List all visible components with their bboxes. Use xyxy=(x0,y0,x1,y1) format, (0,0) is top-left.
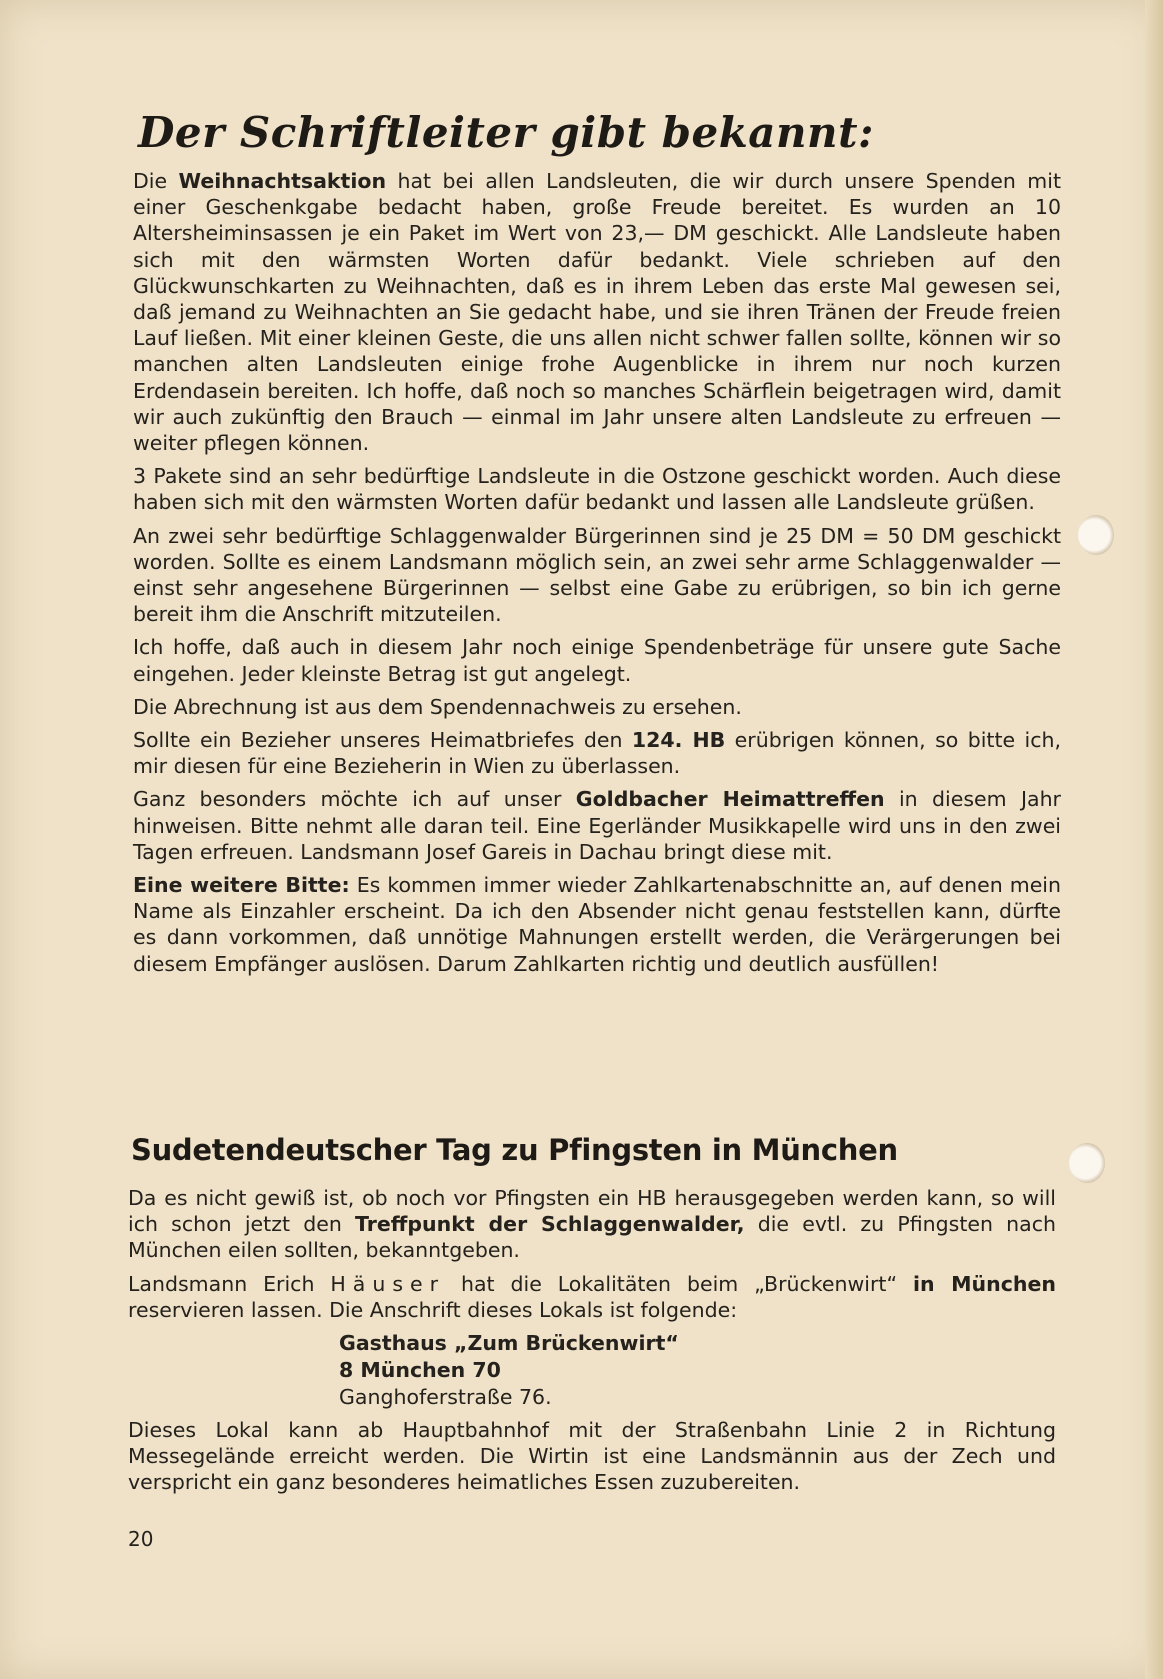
paragraph-anfahrt: Dieses Lokal kann ab Hauptbahnhof mit der Straßenbahn Linie 2 in Richtung Messegelände erreicht werden. Die Wirtin ist eine Landsmännin aus der Zech und verspricht ein ganz besonderes heimatliches Essen zuzubereiten. xyxy=(128,1418,1056,1495)
paragraph-abrechnung: Die Abrechnung ist aus dem Spendennachweis zu ersehen. xyxy=(133,694,742,719)
address-block xyxy=(339,1330,1056,1411)
punch-hole-bottom xyxy=(1069,1143,1105,1183)
address-line-name: Gasthaus „Zum Brückenwirt“ xyxy=(339,1331,679,1356)
paragraph-heimatbrief: Sollte ein Bezieher unseres Heimatbriefes den 124. HB erübrigen können, so bitte ich, mir diesen für eine Bezieherin in Wien zu überlassen. xyxy=(133,728,1061,779)
bold-treffpunkt: Treffpunkt der Schlaggenwalder, xyxy=(355,1212,745,1237)
spaced-name-haeuser: Häuser xyxy=(330,1271,446,1296)
section-heading-pfingsten: Sudetendeutscher Tag zu Pfingsten in München xyxy=(131,1133,898,1167)
punch-hole-top xyxy=(1078,515,1114,555)
paragraph-ostzone: 3 Pakete sind an sehr bedürftige Landsleute in die Ostzone geschickt worden. Auch diese haben sich mit den wärmsten Worten dafür bedankt und lassen alle Landsleute grüßen. xyxy=(133,464,1061,515)
bold-goldbacher-heimattreffen: Goldbacher Heimattreffen xyxy=(575,787,885,812)
address-line-street: Ganghoferstraße 76. xyxy=(339,1385,552,1410)
paragraph-lokalitaeten: Landsmann Erich Häuser hat die Lokalitäten beim „Brückenwirt“ in München reservieren lassen. Die Anschrift dieses Lokals ist folgende: xyxy=(128,1271,1056,1322)
page-title: Der Schriftleiter gibt bekannt: xyxy=(138,108,874,157)
bold-weihnachtsaktion: Weihnachtsaktion xyxy=(178,169,387,193)
section-announcements xyxy=(133,168,1061,984)
paragraph-heimattreffen: Ganz besonders möchte ich auf unser Goldbacher Heimattreffen in diesem Jahr hinweisen. Bitte nehmt alle daran teil. Eine Egerländer Musikkapelle wird uns in den zwei Tagen erfreuen. Landsmann Josef Gareis in Dachau bringt diese mit. xyxy=(133,787,1061,864)
page-edge xyxy=(1145,0,1163,1679)
paragraph-spendenbetraege: Ich hoffe, daß auch in diesem Jahr noch einige Spendenbeträge für unsere gute Sache eingehen. Jeder kleinste Betrag ist gut angelegt. xyxy=(133,635,1061,686)
bold-weitere-bitte: Eine weitere Bitte: xyxy=(133,873,350,898)
address-line-city: 8 München 70 xyxy=(339,1358,501,1383)
paragraph-weihnachtsaktion: Die Weihnachtsaktion hat bei allen Landsleuten, die wir durch unsere Spenden mit einer Geschenkgabe bedacht haben, große Freude bereitet. Es wurden an 10 Altersheiminsassen je ein Paket im Wert von 23,— DM geschickt. Alle Landsleute haben sich mit den wärmsten Worten dafür bedankt. Viele schrieben auf den Glückwunschkarten zu Weihnachten, daß es in ihrem Leben das erste Mal gewesen sei, daß jemand zu Weihnachten an Sie gedacht habe, und sie ihren Tränen der Freude freien Lauf ließen. Mit einer kleinen Geste, die uns allen nicht schwer fallen sollte, können wir so manchen alten Landsleuten einige frohe Augenblicke in ihrem nur noch kurzen Erdendasein bereiten. Ich hoffe, daß noch so manches Schärflein beigetragen wird, damit wir auch zukünftig den Brauch — einmal im Jahr unsere alten Landsleute zu erfreuen — weiter pflegen können. xyxy=(133,169,1061,456)
page-number: 20 xyxy=(128,1527,154,1551)
bold-in-muenchen: in München xyxy=(913,1271,1056,1296)
paragraph-weitere-bitte: Eine weitere Bitte: Es kommen immer wieder Zahlkartenabschnitte an, auf denen mein Name als Einzahler erscheint. Da ich den Absender nicht genau feststellen kann, dürfte es dann vorkommen, daß unnötige Mahnungen erstellt werden, die Verärgerungen bei diesem Empfänger auslösen. Darum Zahlkarten richtig und deutlich ausfüllen! xyxy=(133,873,1061,976)
section-pfingsten xyxy=(128,1185,1056,1503)
paragraph-treffpunkt: Da es nicht gewiß ist, ob noch vor Pfingsten ein HB herausgegeben werden kann, so will ich schon jetzt den Treffpunkt der Schlaggenwalder, die evtl. zu Pfingsten nach München eilen sollten, bekanntgeben. xyxy=(128,1186,1056,1263)
paragraph-buergerinnen: An zwei sehr bedürftige Schlaggenwalder Bürgerinnen sind je 25 DM = 50 DM geschickt worden. Sollte es einem Landsmann möglich sein, an zwei sehr arme Schlaggenwalder — einst sehr angesehene Bürgerinnen — selbst eine Gabe zu erübrigen, so bin ich gerne bereit ihm die Anschrift mitzuteilen. xyxy=(133,523,1061,627)
bold-124-hb: 124. HB xyxy=(631,728,726,753)
